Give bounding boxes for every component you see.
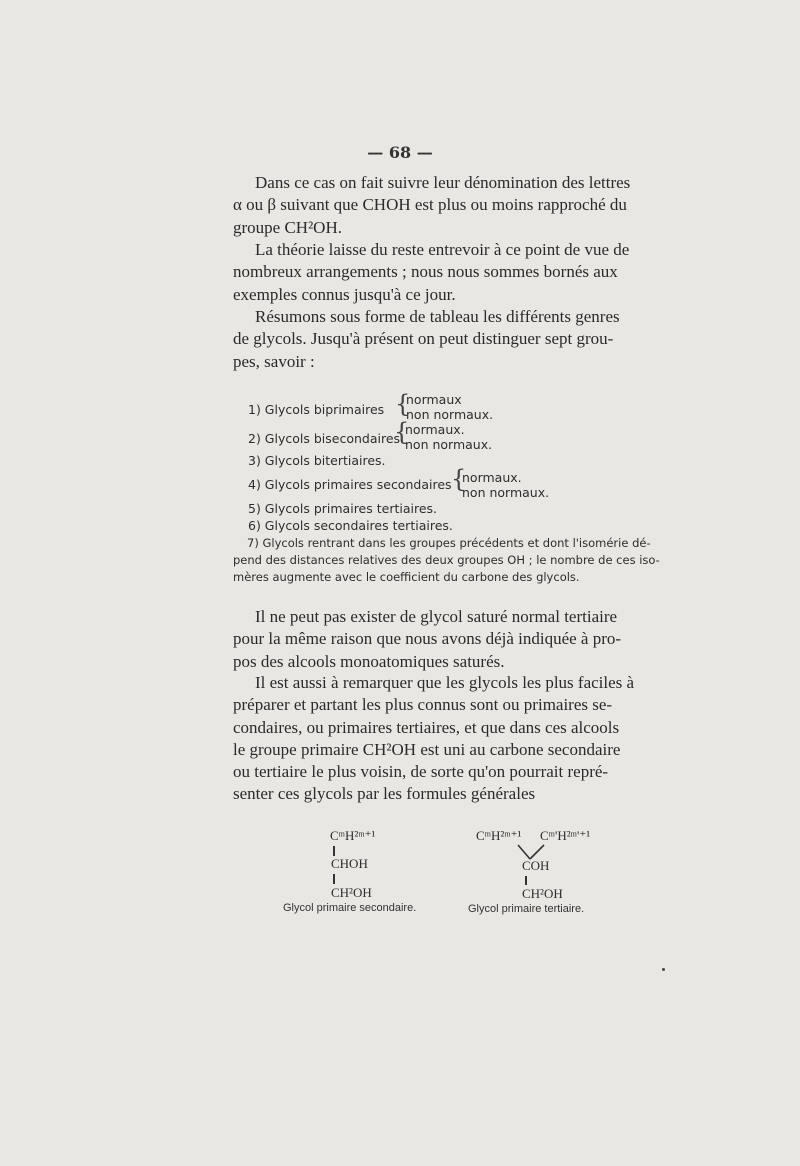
paragraph-5 (233, 672, 697, 806)
glycol-type-7 (233, 535, 695, 586)
formula-left-caption: Glycol primaire secondaire. (283, 902, 417, 914)
text-line: 7) Glycols rentrant dans les groupes précédents et dont l'isomérie dé- (247, 536, 651, 550)
text-line: exemples connus jusqu'à ce jour. (233, 284, 456, 304)
paragraph-4 (233, 606, 697, 673)
subtype-label: normaux (406, 392, 462, 407)
text-line: le groupe primaire CH²OH est uni au carbone secondaire (233, 739, 621, 759)
glycol-type-4: 4) Glycols primaires secondaires (248, 477, 452, 492)
text-line: La théorie laisse du reste entrevoir à ce point de vue de (255, 240, 630, 259)
text-line: pend des distances relatives des deux groupes OH ; le nombre de ces iso- (233, 553, 660, 567)
ink-speck (662, 968, 665, 971)
paragraph-3 (233, 306, 697, 373)
text-line: pes, savoir : (233, 351, 315, 371)
text-line: pour la même raison que nous avons déjà indiquée à pro- (233, 629, 622, 649)
brace: { (394, 418, 410, 446)
text-line: nombreux arrangements ; nous nous sommes bornés aux (233, 262, 618, 282)
formula-left-mid: CHOH (331, 856, 368, 871)
text-line: senter ces glycols par les formules générales (233, 784, 536, 804)
text-line: Il est aussi à remarquer que les glycols les plus faciles à (255, 673, 635, 692)
formula-left-top: CᵐH²ᵐ⁺¹ (330, 828, 376, 843)
text-line: Résumons sous forme de tableau les différents genres (255, 307, 620, 326)
text-line: α ou β suivant que CHOH est plus ou moins rapproché du (233, 195, 627, 215)
subtype-label: normaux. (405, 422, 465, 437)
brace: { (451, 465, 467, 493)
page-number: — 68 — (367, 143, 433, 162)
glycol-type-6: 6) Glycols secondaires tertiaires. (248, 518, 453, 533)
text-line: condaires, ou primaires tertiaires, et que dans ces alcools (233, 717, 620, 737)
text-line: de glycols. Jusqu'à présent on peut distinguer sept grou- (233, 329, 614, 349)
glycol-type-5: 5) Glycols primaires tertiaires. (248, 501, 438, 516)
formula-left-bot: CH²OH (331, 885, 372, 900)
text-line: pos des alcools monoatomiques saturés. (233, 651, 505, 671)
bond-line (333, 874, 335, 884)
subtype-label: non normaux. (405, 437, 493, 452)
text-line: ou tertiaire le plus voisin, de sorte qu'on pourrait repré- (233, 762, 609, 782)
text-line: préparer et partant les plus connus sont ou primaires se- (233, 695, 613, 715)
text-line: Il ne peut pas exister de glycol saturé normal tertiaire (255, 607, 618, 626)
paragraph-2 (233, 239, 697, 306)
glycol-type-1: 1) Glycols biprimaires (248, 402, 385, 417)
subtype-label: non normaux. (462, 485, 550, 500)
bond-line (333, 846, 335, 856)
text-line: mères augmente avec le coefficient du carbone des glycols. (233, 570, 580, 584)
subtype-label: normaux. (462, 470, 522, 485)
brace: { (395, 390, 411, 418)
subtype-label: non normaux. (406, 407, 494, 422)
paragraph-1 (233, 172, 697, 239)
text-line: Dans ce cas on fait suivre leur dénomination des lettres (255, 173, 631, 192)
formula-right-mid: COH (522, 858, 550, 873)
text-line: groupe CH²OH. (233, 217, 342, 237)
formula-right-top-a: CᵐH²ᵐ⁺¹ (476, 828, 522, 843)
bond-line (525, 876, 527, 885)
glycol-type-2: 2) Glycols bisecondaires (248, 431, 401, 446)
formula-right-bot: CH²OH (522, 886, 563, 901)
formula-right-caption: Glycol primaire tertiaire. (468, 903, 585, 915)
glycol-type-3: 3) Glycols bitertiaires. (248, 453, 386, 468)
formula-right-top-b: Cᵐ'H²ᵐ'⁺¹ (540, 828, 591, 843)
